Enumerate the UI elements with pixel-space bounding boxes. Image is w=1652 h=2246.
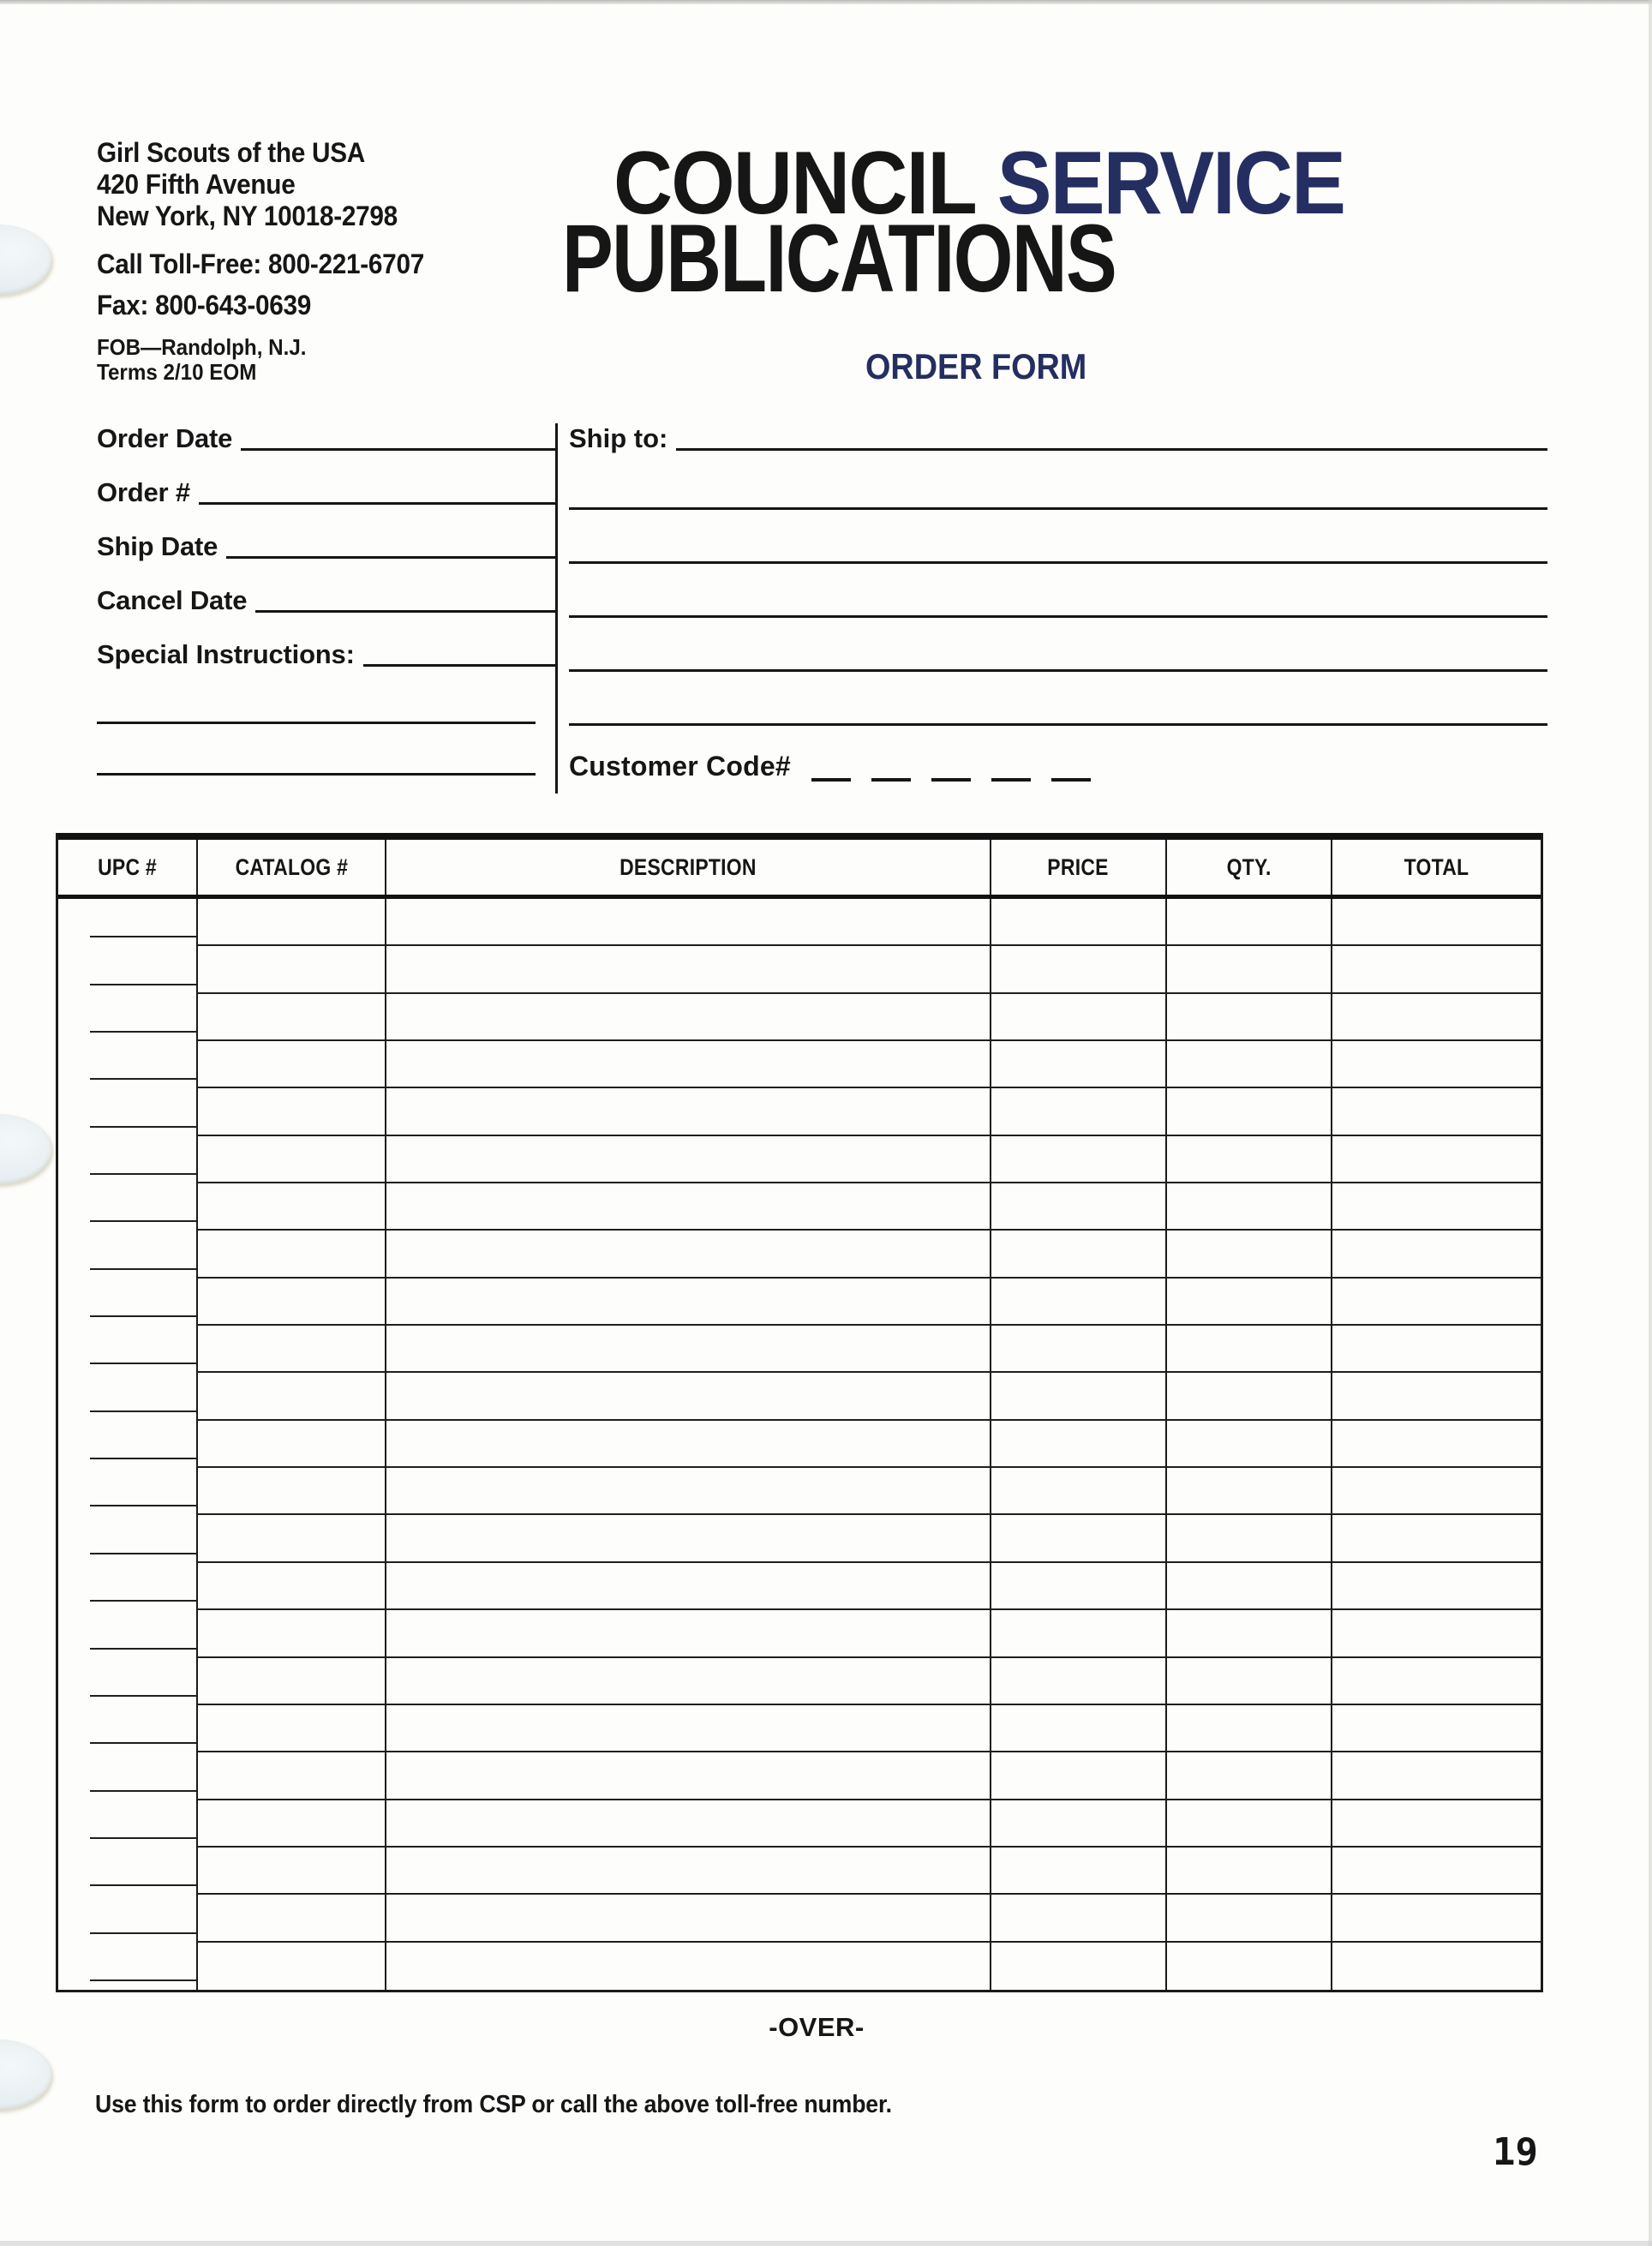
table-cell [1332, 1279, 1541, 1326]
table-cell [58, 1136, 198, 1183]
table-cell [991, 1800, 1167, 1848]
table-cell [58, 1943, 198, 1990]
table-cell [58, 1468, 198, 1515]
table-cell [1167, 1515, 1332, 1562]
table-cell [386, 1752, 991, 1800]
table-cell [58, 1563, 198, 1610]
table-cell [991, 1279, 1167, 1326]
table-cell [386, 1279, 991, 1326]
table-cell [1167, 1421, 1332, 1468]
ship-to-blank-line [569, 615, 1547, 618]
table-row [58, 1610, 1541, 1657]
customer-code-segments [791, 778, 1091, 785]
table-cell [58, 1373, 198, 1420]
ship-date-blank-line [226, 556, 557, 559]
special-instructions-extra-line [97, 773, 536, 776]
table-cell [1167, 1231, 1332, 1278]
table-cell [198, 1895, 386, 1942]
table-cell [198, 1848, 386, 1895]
table-cell [1167, 1943, 1332, 1990]
table-cell [58, 946, 198, 993]
table-cell [991, 1468, 1167, 1515]
table-cell [991, 1136, 1167, 1183]
table-row [58, 1279, 1541, 1326]
table-cell [58, 1515, 198, 1562]
table-cell [1167, 1136, 1332, 1183]
table-cell [58, 1279, 198, 1326]
table-cell [1332, 1183, 1541, 1231]
table-cell [1332, 1705, 1541, 1752]
org-address-line-1: 420 Fifth Avenue [97, 169, 296, 200]
column-header-upc: UPC # [58, 840, 198, 895]
table-cell [58, 1610, 198, 1657]
table-cell [991, 1088, 1167, 1135]
binder-hole-punch [0, 2039, 51, 2110]
table-row [58, 1088, 1541, 1135]
table-cell [386, 1610, 991, 1657]
table-cell [991, 1705, 1167, 1752]
column-divider-rule [555, 423, 558, 794]
table-cell [198, 1943, 386, 1990]
org-fax: Fax: 800-643-0639 [97, 290, 312, 320]
table-cell [386, 1705, 991, 1752]
cancel-date-label: Cancel Date [97, 585, 248, 615]
table-cell [386, 1563, 991, 1610]
table-cell [991, 994, 1167, 1041]
table-cell [198, 1468, 386, 1515]
table-cell [1332, 1895, 1541, 1942]
column-header-price: PRICE [991, 840, 1167, 895]
table-cell [991, 1515, 1167, 1562]
table-cell [1332, 946, 1541, 993]
table-cell [198, 1658, 386, 1705]
table-cell [1167, 1658, 1332, 1705]
table-row [58, 1563, 1541, 1610]
order-form-subtitle: ORDER FORM [865, 346, 1087, 386]
table-row [58, 994, 1541, 1041]
title-word-council: COUNCIL [614, 134, 976, 233]
binder-hole-punch [0, 1114, 51, 1184]
table-cell [991, 1943, 1167, 1990]
table-cell [198, 1515, 386, 1562]
table-row [58, 1373, 1541, 1420]
table-cell [1167, 1088, 1332, 1135]
table-cell [386, 1800, 991, 1848]
over-label: -OVER- [769, 2012, 865, 2042]
table-cell [58, 1895, 198, 1942]
table-cell [386, 1468, 991, 1515]
table-cell [58, 1041, 198, 1088]
table-cell [991, 1041, 1167, 1088]
org-name: Girl Scouts of the USA [97, 137, 365, 168]
table-row [58, 1895, 1541, 1942]
column-header-total: TOTAL [1404, 853, 1469, 880]
table-cell [1332, 1373, 1541, 1420]
ship-to-blank-line [569, 723, 1547, 726]
table-header-row [58, 833, 1541, 899]
table-cell [1167, 1800, 1332, 1848]
table-cell [198, 899, 386, 946]
table-cell [58, 1705, 198, 1752]
order-number-field [97, 476, 557, 510]
table-cell [58, 1752, 198, 1800]
table-cell [198, 1041, 386, 1088]
table-cell [386, 1231, 991, 1278]
special-instructions-field [97, 638, 557, 672]
table-cell [198, 946, 386, 993]
ship-to-label: Ship to: [569, 423, 668, 453]
table-cell [991, 946, 1167, 993]
table-cell [1332, 1136, 1541, 1183]
table-row [58, 1136, 1541, 1183]
table-row [58, 1752, 1541, 1800]
order-number-label: Order # [97, 477, 190, 507]
special-instructions-label: Special Instructions: [97, 639, 355, 669]
table-cell [198, 1088, 386, 1135]
order-date-label: Order Date [97, 423, 233, 453]
table-cell [58, 1183, 198, 1231]
table-cell [198, 994, 386, 1041]
table-cell [991, 1183, 1167, 1231]
table-body [58, 899, 1541, 1990]
customer-code-dash [811, 778, 851, 782]
org-terms: Terms 2/10 EOM [97, 359, 257, 385]
special-instructions-extra-line [97, 722, 536, 724]
table-row [58, 1515, 1541, 1562]
page-title-line2: PUBLICATIONS [562, 205, 1116, 312]
table-cell [991, 899, 1167, 946]
ship-to-field [569, 422, 1547, 456]
special-instructions-blank-line [363, 664, 557, 667]
table-cell [1332, 1041, 1541, 1088]
table-cell [198, 1752, 386, 1800]
table-cell [386, 1326, 991, 1373]
table-cell [386, 899, 991, 946]
table-cell [198, 1279, 386, 1326]
ship-to-blank-line [569, 669, 1547, 672]
table-cell [1167, 1752, 1332, 1800]
order-date-field [97, 422, 557, 456]
table-cell [991, 1563, 1167, 1610]
table-cell [386, 1848, 991, 1895]
table-cell [1167, 946, 1332, 993]
table-cell [1332, 1515, 1541, 1562]
customer-code-dash [991, 778, 1031, 782]
table-row [58, 1943, 1541, 1990]
ship-to-blank-line [569, 507, 1547, 510]
table-cell [198, 1183, 386, 1231]
table-cell [386, 1943, 991, 1990]
table-cell [1332, 899, 1541, 946]
column-header-catalog: CATALOG # [198, 840, 386, 895]
table-cell [386, 1088, 991, 1135]
ship-to-panel [569, 422, 1547, 726]
table-cell [1332, 1231, 1541, 1278]
table-row [58, 1421, 1541, 1468]
scan-edge-right [1649, 0, 1652, 2246]
org-phone: Call Toll-Free: 800-221-6707 [97, 249, 425, 279]
order-info-panel [97, 422, 557, 776]
table-cell [386, 1895, 991, 1942]
table-row [58, 1800, 1541, 1848]
table-row [58, 899, 1541, 946]
table-cell [386, 994, 991, 1041]
table-cell [58, 1326, 198, 1373]
table-cell [1332, 1610, 1541, 1657]
ship-to-extra-lines [569, 507, 1547, 726]
table-cell [386, 1658, 991, 1705]
table-cell [1332, 1848, 1541, 1895]
table-cell [58, 1421, 198, 1468]
table-cell [1332, 1468, 1541, 1515]
table-cell [386, 1041, 991, 1088]
column-header-qty: QTY. [1167, 840, 1332, 895]
table-row [58, 1848, 1541, 1895]
table-cell [1332, 1088, 1541, 1135]
table-cell [1332, 1943, 1541, 1990]
table-cell [1167, 994, 1332, 1041]
ship-to-blank-line [676, 448, 1547, 451]
table-cell [1167, 1895, 1332, 1942]
table-row [58, 1658, 1541, 1705]
table-cell [1332, 1800, 1541, 1848]
table-cell [991, 1658, 1167, 1705]
footer-note: Use this form to order directly from CSP or call the above toll-free number. [95, 2091, 892, 2118]
table-cell [1332, 1421, 1541, 1468]
table-cell [1332, 994, 1541, 1041]
table-cell [58, 1848, 198, 1895]
table-cell [1167, 899, 1332, 946]
table-row [58, 1705, 1541, 1752]
table-cell [991, 1752, 1167, 1800]
customer-code-label: Customer Code# [569, 751, 791, 782]
table-cell [1167, 1468, 1332, 1515]
table-cell [198, 1705, 386, 1752]
table-cell [58, 899, 198, 946]
table-cell [198, 1136, 386, 1183]
ship-to-blank-line [569, 561, 1547, 564]
table-cell [198, 1563, 386, 1610]
table-cell [991, 1231, 1167, 1278]
table-cell [58, 1231, 198, 1278]
table-row [58, 1326, 1541, 1373]
customer-code-dash [871, 778, 911, 782]
table-cell [1167, 1279, 1332, 1326]
order-items-table [56, 833, 1543, 1992]
table-cell [58, 1658, 198, 1705]
ship-date-field [97, 530, 557, 564]
table-cell [991, 1421, 1167, 1468]
table-cell [991, 1326, 1167, 1373]
customer-code-field [569, 747, 1091, 785]
table-cell [1167, 1705, 1332, 1752]
table-cell [1167, 1041, 1332, 1088]
page-number: 19 [1493, 2130, 1538, 2174]
table-cell [198, 1326, 386, 1373]
scan-edge-bottom [0, 2241, 1652, 2246]
table-cell [386, 1373, 991, 1420]
org-fob: FOB—Randolph, N.J. [97, 334, 307, 360]
table-row [58, 1041, 1541, 1088]
table-cell [386, 946, 991, 993]
table-cell [1167, 1183, 1332, 1231]
table-cell [58, 1800, 198, 1848]
column-header-description: DESCRIPTION [386, 840, 991, 895]
table-cell [386, 1515, 991, 1562]
table-cell [386, 1421, 991, 1468]
table-row [58, 946, 1541, 993]
table-cell [1332, 1752, 1541, 1800]
table-row [58, 1231, 1541, 1278]
binder-hole-punch [0, 225, 51, 295]
table-cell [198, 1421, 386, 1468]
table-cell [1167, 1610, 1332, 1657]
cancel-date-blank-line [255, 610, 557, 613]
table-cell [991, 1895, 1167, 1942]
order-date-blank-line [241, 448, 557, 451]
org-address-block [97, 137, 424, 385]
table-row [58, 1468, 1541, 1515]
table-cell [991, 1848, 1167, 1895]
table-cell [1167, 1848, 1332, 1895]
table-cell [991, 1373, 1167, 1420]
scan-edge-top [0, 0, 1652, 4]
table-cell [198, 1610, 386, 1657]
table-cell [58, 1088, 198, 1135]
title-word-service: SERVICE [997, 134, 1345, 233]
table-cell [1167, 1563, 1332, 1610]
table-cell [1332, 1658, 1541, 1705]
customer-code-dash [931, 778, 971, 782]
table-cell [1167, 1373, 1332, 1420]
order-number-blank-line [199, 502, 557, 505]
cancel-date-field [97, 584, 557, 618]
table-row [58, 1183, 1541, 1231]
table-cell [386, 1183, 991, 1231]
ship-date-label: Ship Date [97, 531, 218, 561]
table-cell [991, 1610, 1167, 1657]
table-cell [58, 994, 198, 1041]
org-address-line-2: New York, NY 10018-2798 [97, 201, 398, 231]
table-cell [198, 1800, 386, 1848]
customer-code-dash [1051, 778, 1091, 782]
table-cell [386, 1136, 991, 1183]
table-cell [1332, 1563, 1541, 1610]
table-cell [198, 1231, 386, 1278]
table-cell [1332, 1326, 1541, 1373]
table-cell [1167, 1326, 1332, 1373]
table-cell [198, 1373, 386, 1420]
